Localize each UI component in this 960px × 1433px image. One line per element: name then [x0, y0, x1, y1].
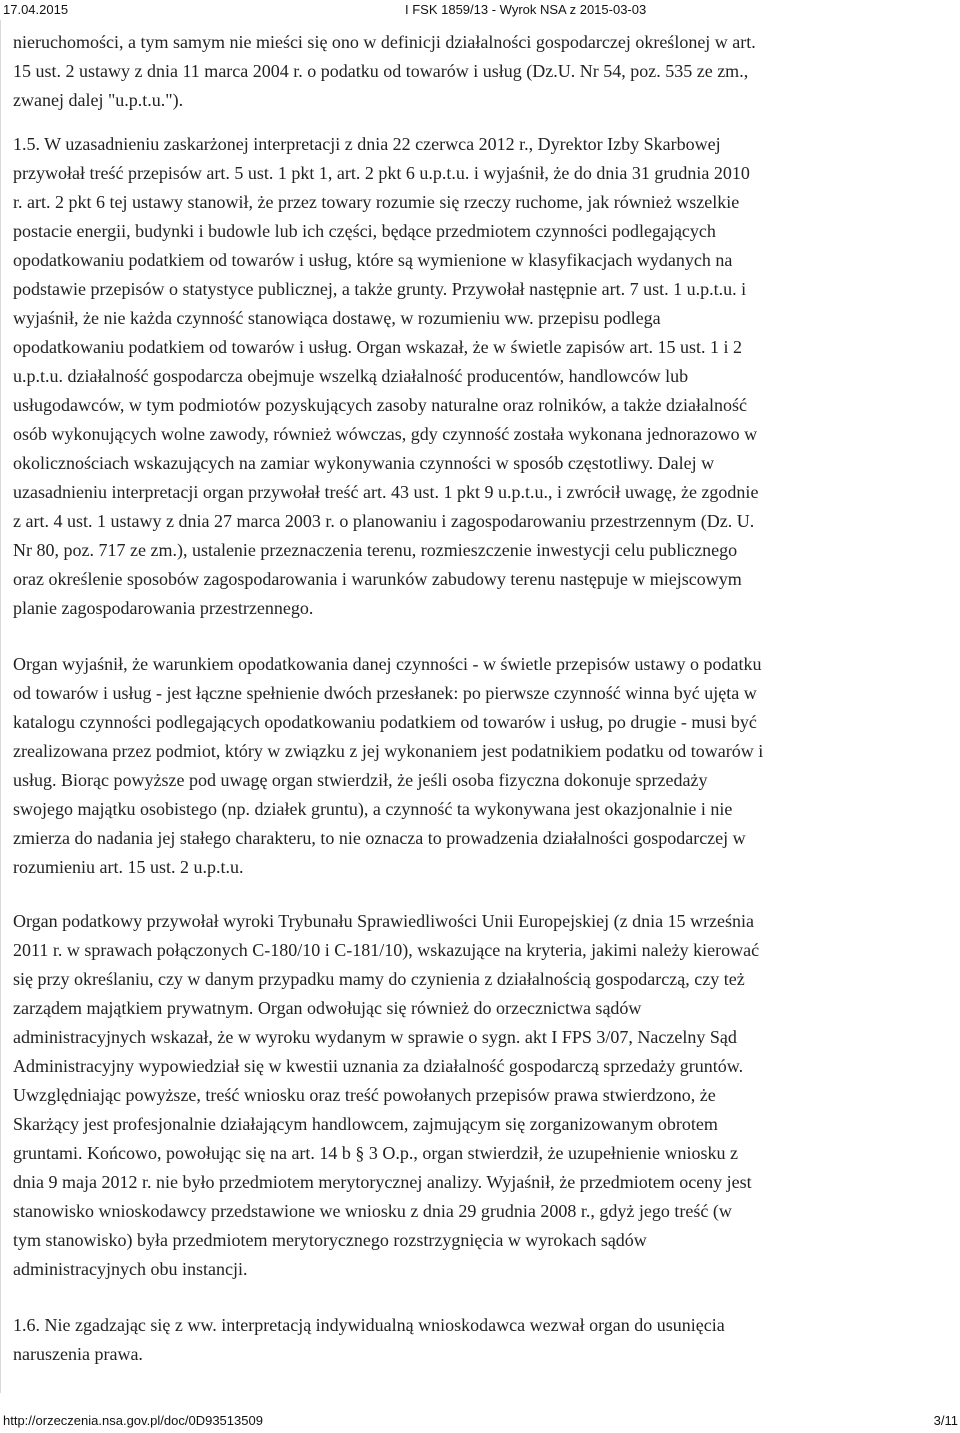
- paragraph-2: [13, 130, 960, 623]
- text-line: się przy określaniu, czy w danym przypadku mamy do czynienia z działalnością gospodarczą, czy też: [13, 969, 745, 989]
- text-line: zrealizowana przez podmiot, który w związku z jej wykonaniem jest podatnikiem podatku od towarów i: [13, 741, 764, 761]
- text-line: zmierza do nadania jej stałego charakteru, to nie oznacza to prowadzenia działalności gospodarczej w: [13, 828, 746, 848]
- text-line: opodatkowaniu podatkiem od towarów i usług, które są wymienione w klasyfikacjach wydanych na: [13, 250, 733, 270]
- text-line: planie zagospodarowania przestrzennego.: [13, 598, 314, 618]
- print-date: 17.04.2015: [3, 2, 69, 17]
- text-line: uzasadnieniu interpretacji organ przywołał treść art. 43 ust. 1 pkt 9 u.p.t.u., i zwrócił uwagę, że zgodnie: [13, 482, 759, 502]
- text-line: rozumieniu art. 15 ust. 2 u.p.t.u.: [13, 857, 244, 877]
- text-line: tym stanowisko) była przedmiotem merytorycznego rozstrzygnięcia w wyrokach sądów: [13, 1230, 647, 1250]
- text-line: zwanej dalej "u.p.t.u.").: [13, 90, 184, 110]
- paragraph-1: [13, 28, 960, 115]
- paragraph-3: [13, 650, 960, 882]
- text-line: postacie energii, budynki i budowle lub ich części, będące przedmiotem czynności podlegających: [13, 221, 716, 241]
- text-line: katalogu czynności podlegających opodatkowaniu podatkiem od towarów i usług, po drugie - musi być: [13, 712, 757, 732]
- text-line: Nr 80, poz. 717 ze zm.), ustalenie przeznaczenia terenu, rozmieszczenie inwestycji celu publicznego: [13, 540, 738, 560]
- print-header: [0, 0, 960, 20]
- text-line: nieruchomości, a tym samym nie mieści się ono w definicji działalności gospodarczej określonej w art.: [13, 32, 756, 52]
- text-line: zarządem majątkiem prywatnym. Organ odwołując się również do orzecznictwa sądów: [13, 998, 642, 1018]
- text-line: usługodawców, w tym podmiotów pozyskujących zasoby naturalne oraz rolników, a także działalność: [13, 395, 747, 415]
- text-line: osób wykonujących wolne zawody, również wówczas, gdy czynność została wykonana jednorazowo w: [13, 424, 758, 444]
- text-line: Organ podatkowy przywołał wyroki Trybunału Sprawiedliwości Unii Europejskiej (z dnia 15 września: [13, 911, 755, 931]
- text-line: stanowisko wnioskodawcy przedstawione we wniosku z dnia 29 grudnia 2008 r., gdyż jego treść (w: [13, 1201, 732, 1221]
- text-line: wyjaśnił, że nie każda czynność stanowiąca dostawę, w rozumieniu ww. przepisu podlega: [13, 308, 661, 328]
- text-line: u.p.t.u. działalność gospodarcza obejmuje wszelką działalność producentów, handlowców lub: [13, 366, 689, 386]
- text-line: Administracyjny wypowiedział się w kwestii uznania za działalność gospodarczą sprzedaży gruntów.: [13, 1056, 744, 1076]
- text-line: Organ wyjaśnił, że warunkiem opodatkowania danej czynności - w świetle przepisów ustawy o podatku: [13, 654, 762, 674]
- text-line: od towarów i usług - jest łączne spełnienie dwóch przesłanek: po pierwsze czynność winna być ujęta w: [13, 683, 757, 703]
- print-footer: [0, 1411, 960, 1431]
- text-line: z art. 4 ust. 1 ustawy z dnia 27 marca 2003 r. o planowaniu i zagospodarowaniu przestrzennym (Dz. U.: [13, 511, 755, 531]
- text-line: oraz określenie sposobów zagospodarowania i warunków zabudowy terenu następuje w miejscowym: [13, 569, 742, 589]
- text-line: 15 ust. 2 ustawy z dnia 11 marca 2004 r. o podatku od towarów i usług (Dz.U. Nr 54, poz. 535 ze zm.,: [13, 61, 749, 81]
- text-line: swojego majątku osobistego (np. działek gruntu), a czynność ta wykonywana jest okazjonalnie i nie: [13, 799, 733, 819]
- text-line: administracyjnych wskazał, że w wyroku wydanym w sprawie o sygn. akt I FPS 3/07, Naczelny Sąd: [13, 1027, 737, 1047]
- text-line: usług. Biorąc powyższe pod uwagę organ stwierdził, że jeśli osoba fizyczna dokonuje sprzedaży: [13, 770, 708, 790]
- text-line: r. art. 2 pkt 6 tej ustawy stanowił, że przez towary rozumie się rzeczy ruchome, jak również wszelkie: [13, 192, 740, 212]
- text-line: naruszenia prawa.: [13, 1344, 143, 1364]
- text-line: Uwzględniając powyższe, treść wniosku oraz treść powołanych przepisów prawa stwierdzono, że: [13, 1085, 716, 1105]
- text-line: 1.5. W uzasadnieniu zaskarżonej interpretacji z dnia 22 czerwca 2012 r., Dyrektor Izby Skarbowej: [13, 134, 721, 154]
- text-line: okolicznościach wskazujących na zamiar wykonywania czynności w sposób częstotliwy. Dalej w: [13, 453, 715, 473]
- paragraph-4: [13, 907, 960, 1284]
- text-line: przywołał treść przepisów art. 5 ust. 1 pkt 1, art. 2 pkt 6 u.p.t.u. i wyjaśnił, że do dnia 31 grudnia 2010: [13, 163, 750, 183]
- text-line: administracyjnych obu instancji.: [13, 1259, 248, 1279]
- document-content: [0, 20, 960, 1393]
- page-number: 3/11: [933, 1413, 958, 1428]
- paragraph-5: [13, 1311, 960, 1369]
- document-url: http://orzeczenia.nsa.gov.pl/doc/0D93513509: [3, 1413, 263, 1428]
- text-line: podstawie przepisów o statystyce publicznej, a także grunty. Przywołał następnie art. 7 ust. 1 u.p.t.u. i: [13, 279, 747, 299]
- document-title: I FSK 1859/13 - Wyrok NSA z 2015-03-03: [405, 2, 647, 17]
- text-line: Skarżący jest profesjonalnie działającym handlowcem, zajmującym się zorganizowanym obrotem: [13, 1114, 718, 1134]
- text-line: 1.6. Nie zgadzając się z ww. interpretacją indywidualną wnioskodawca wezwał organ do usunięcia: [13, 1315, 725, 1335]
- text-line: opodatkowaniu podatkiem od towarów i usług. Organ wskazał, że w świetle zapisów art. 15 ust. 1 i 2: [13, 337, 743, 357]
- text-line: 2011 r. w sprawach połączonych C-180/10 i C-181/10), wskazujące na kryteria, jakimi należy kierować: [13, 940, 760, 960]
- text-line: gruntami. Końcowo, powołując się na art. 14 b § 3 O.p., organ stwierdził, że uzupełnienie wniosku z: [13, 1143, 738, 1163]
- text-line: dnia 9 maja 2012 r. nie było przedmiotem merytorycznej analizy. Wyjaśnił, że przedmiotem oceny jest: [13, 1172, 752, 1192]
